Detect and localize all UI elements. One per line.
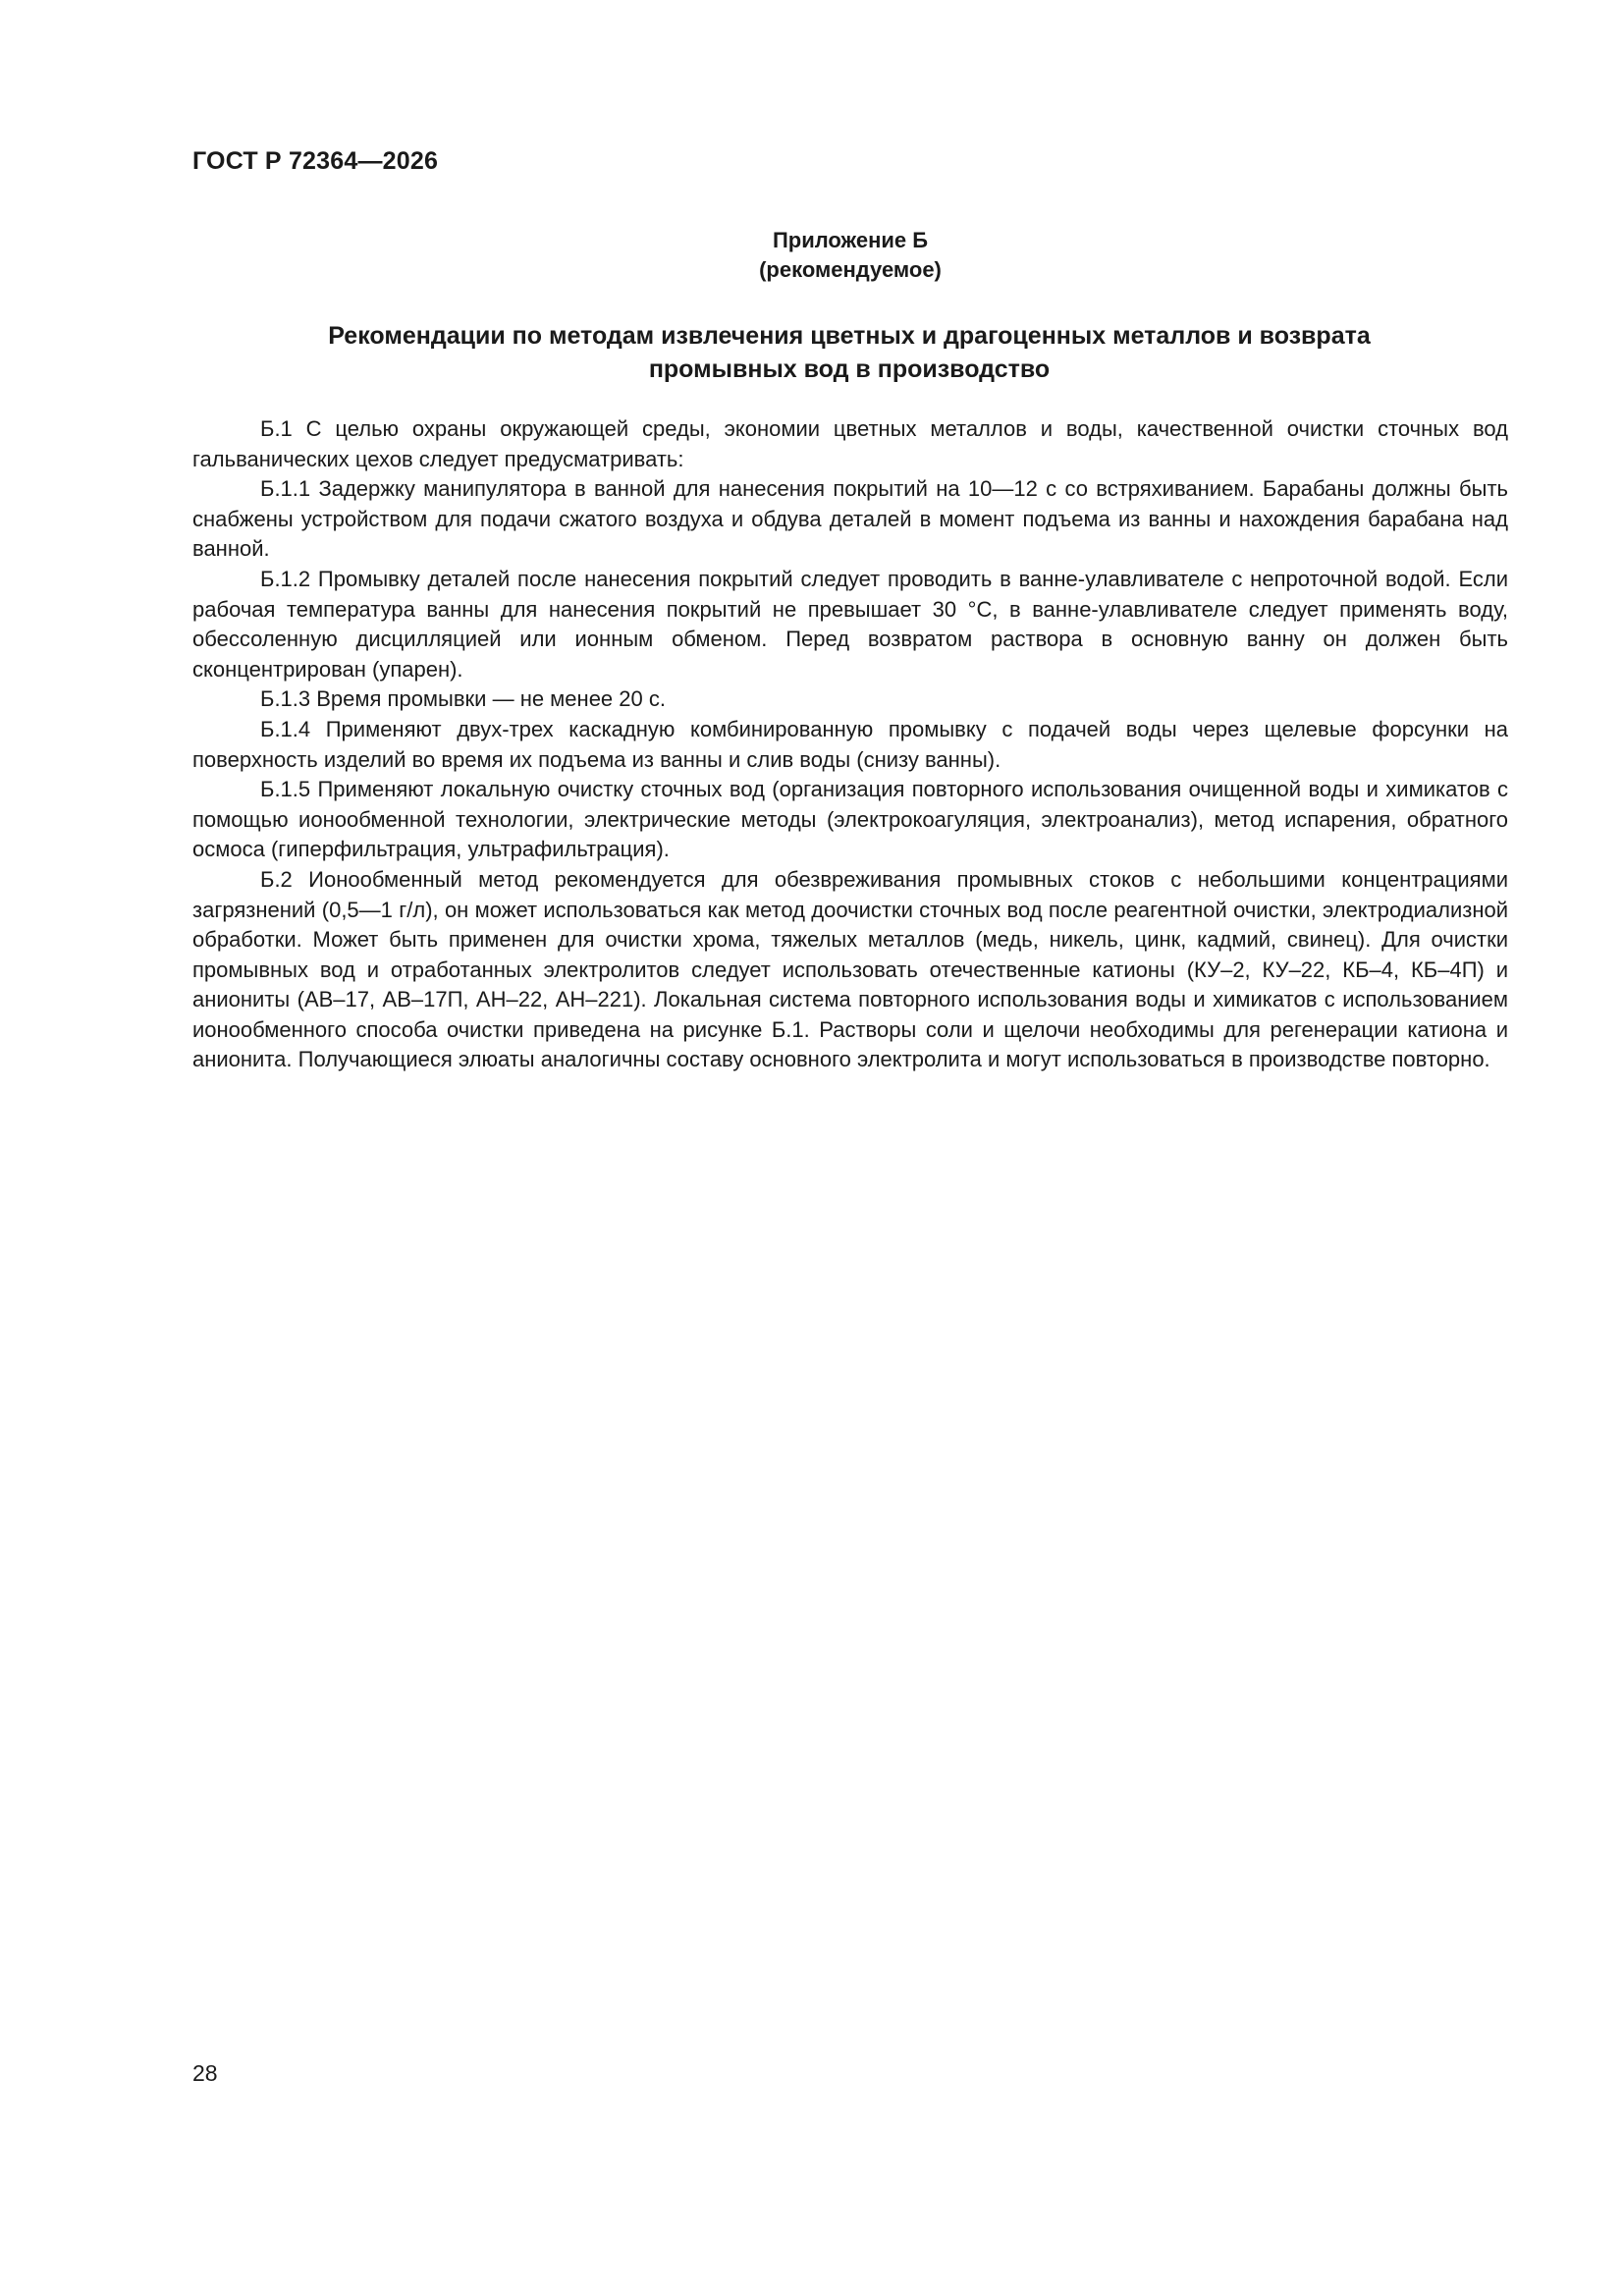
paragraph-b1-3: Б.1.3 Время промывки — не менее 20 с. — [260, 686, 666, 712]
section-title-line-1: Рекомендации по методам извлечения цветных и драгоценных металлов и возврата — [328, 322, 1371, 350]
appendix-label: Приложение Б — [772, 228, 929, 252]
paragraph-b1: Б.1 С целью охраны окружающей среды, экономии цветных металлов и воды, качественной очистки сточных вод гальванических цехов следует предусматривать: — [192, 416, 1508, 471]
paragraph-b1-4: Б.1.4 Применяют двух-трех каскадную комбинированную промывку с подачей воды через щелевые форсунки на поверхность изделий во время их подъема из ванны и слив воды (снизу ванны). — [192, 716, 1508, 772]
page-number: 28 — [192, 2060, 218, 2086]
paragraph-b1-2: Б.1.2 Промывку деталей после нанесения покрытий следует проводить в ванне-улавливателе с непроточной водой. Если рабочая температура ванны для нанесения покрытий не превышает 30 °C, в ванне-улавливателе следует применять воду, обессоленную дисцилляцией или ионным обменом. Перед возвратом раствора в основную ванну он должен быть сконцентрирован (упарен). — [192, 566, 1508, 682]
section-title — [216, 319, 1483, 386]
paragraph-b1-1: Б.1.1 Задержку манипулятора в ванной для нанесения покрытий на 10—12 с со встряхиванием. Барабаны должны быть снабжены устройством для подачи сжатого воздуха и обдува деталей в момент подъема из ванны и нахождения барабана над ванной. — [192, 476, 1508, 562]
appendix-status: (рекомендуемое) — [759, 257, 942, 282]
standard-id-header: ГОСТ Р 72364—2026 — [192, 147, 439, 175]
body-text — [192, 414, 1508, 1075]
paragraph-b2: Б.2 Ионообменный метод рекомендуется для обезвреживания промывных стоков с небольшими концентрациями загрязнений (0,5—1 г/л), он может использоваться как метод доочистки сточных вод после реагентной очистки, электродиализной обработки. Может быть применен для очистки хрома, тяжелых металлов (медь, никель, цинк, кадмий, свинец). Для очистки промывных вод и отработанных электролитов следует использовать отечественные катионы (КУ–2, КУ–22, КБ–4, КБ–4П) и аниониты (АВ–17, АВ–17П, АН–22, АН–221). Локальная система повторного использования воды и химикатов с использованием ионообменного способа очистки приведена на рисунке Б.1. Растворы соли и щелочи необходимы для регенерации катиона и анионита. Получающиеся элюаты аналогичны составу основного электролита и могут использоваться в производстве повторно. — [192, 866, 1508, 1072]
paragraph-b1-5: Б.1.5 Применяют локальную очистку сточных вод (организация повторного использования очищенной воды и химикатов с помощью ионообменной технологии, электрические методы (электрокоагуляция, электроанализ), метод испарения, обратного осмоса (гиперфильтрация, ультрафильтрация). — [192, 777, 1508, 862]
appendix-heading — [192, 226, 1508, 285]
section-title-line-2: промывных вод в производство — [648, 355, 1051, 383]
